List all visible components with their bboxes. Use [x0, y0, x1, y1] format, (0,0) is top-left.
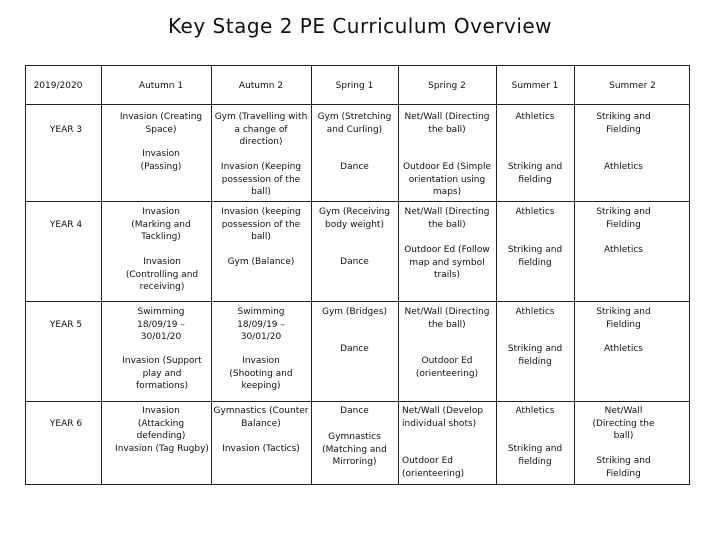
lesson-cell: Gym (Balance): [227, 257, 295, 267]
lesson-cell: Outdoor Ed (orienteering): [415, 356, 479, 379]
lesson-cell: Outdoor Ed (Simple orientation using maps): [402, 162, 492, 197]
lesson-cell: Net/Wall (Directing the ball): [404, 112, 490, 135]
lesson-cell: Invasion (Shooting and keeping): [229, 356, 293, 391]
lesson-cell: Striking and Fielding: [596, 456, 651, 479]
row-divider: [26, 104, 689, 105]
lesson-cell: Dance: [340, 162, 369, 172]
lesson-cell: Striking and Fielding: [596, 307, 651, 330]
lesson-cell: Striking and fielding: [507, 344, 563, 367]
lesson-cell: Swimming 18/09/19 – 30/01/20: [137, 307, 185, 342]
lesson-cell: Invasion (Attacking defending): [136, 406, 186, 441]
lesson-cell: Swimming 18/09/19 – 30/01/20: [237, 307, 285, 342]
lesson-cell: Athletics: [604, 245, 643, 255]
header-term-cell: Summer 1: [511, 81, 559, 91]
year-label: YEAR 3: [49, 125, 83, 135]
lesson-cell: Athletics: [515, 207, 555, 217]
lesson-cell: Invasion (Passing): [140, 149, 182, 172]
lesson-cell: Striking and Fielding: [596, 112, 651, 135]
lesson-cell: Outdoor Ed (Follow map and symbol trails): [404, 245, 490, 280]
header-term-cell: Autumn 2: [238, 81, 284, 91]
lesson-cell: Gym (Stretching and Curling): [317, 112, 392, 135]
curriculum-table: [25, 65, 690, 485]
lesson-cell: Striking and fielding: [507, 444, 563, 467]
lesson-cell: Net/Wall (Directing the ball): [404, 207, 490, 230]
lesson-cell: Net/Wall (Develop individual shots): [402, 406, 484, 429]
year-label: YEAR 6: [49, 419, 83, 429]
year-label: YEAR 4: [49, 220, 83, 230]
lesson-cell: Athletics: [604, 344, 643, 354]
row-divider: [26, 401, 689, 402]
header-term-cell: Spring 2: [428, 81, 466, 91]
lesson-cell: Dance: [340, 406, 369, 416]
column-divider: [101, 66, 102, 484]
page-title: Key Stage 2 PE Curriculum Overview: [167, 14, 553, 38]
lesson-cell: Outdoor Ed (orienteering): [402, 456, 465, 479]
row-divider: [26, 301, 689, 302]
lesson-cell: Invasion (Controlling and receiving): [125, 257, 199, 292]
lesson-cell: Striking and fielding: [507, 245, 563, 268]
lesson-cell: Net/Wall (Directing the ball): [592, 406, 655, 441]
lesson-cell: Dance: [340, 344, 369, 354]
lesson-cell: Gym (Bridges): [322, 307, 387, 317]
lesson-cell: Invasion (Creating Space): [119, 112, 203, 135]
row-divider: [26, 201, 689, 202]
year-label: YEAR 5: [49, 320, 83, 330]
column-divider: [574, 66, 575, 484]
lesson-cell: Athletics: [604, 162, 643, 172]
lesson-cell: Gymnastics (Matching and Mirroring): [322, 432, 387, 467]
lesson-cell: Gymnastics (Counter Balance): [213, 406, 309, 429]
lesson-cell: Invasion (Keeping possession of the ball): [220, 162, 302, 197]
lesson-cell: Invasion (Marking and Tackling): [131, 207, 191, 242]
column-divider: [496, 66, 497, 484]
lesson-cell: Athletics: [515, 112, 555, 122]
header-term-cell: Summer 2: [609, 81, 656, 91]
lesson-cell: Athletics: [515, 307, 555, 317]
lesson-cell: Invasion (keeping possession of the ball): [221, 207, 301, 242]
lesson-cell: Gym (Receiving body weight): [318, 207, 391, 230]
lesson-cell: Invasion (Tactics): [222, 444, 300, 454]
header-term-cell: Autumn 1: [138, 81, 184, 91]
lesson-cell: Dance: [340, 257, 369, 267]
column-divider: [211, 66, 212, 484]
lesson-cell: Striking and fielding: [507, 162, 563, 185]
lesson-cell: Invasion (Tag Rugby): [115, 444, 209, 454]
lesson-cell: Gym (Travelling with a change of direction): [214, 112, 308, 147]
lesson-cell: Invasion (Support play and formations): [122, 356, 202, 391]
header-year-cell: 2019/2020: [33, 81, 83, 91]
column-divider: [398, 66, 399, 484]
lesson-cell: Net/Wall (Directing the ball): [404, 307, 490, 330]
header-term-cell: Spring 1: [335, 81, 374, 91]
lesson-cell: Athletics: [515, 406, 555, 416]
lesson-cell: Striking and Fielding: [596, 207, 651, 230]
column-divider: [311, 66, 312, 484]
